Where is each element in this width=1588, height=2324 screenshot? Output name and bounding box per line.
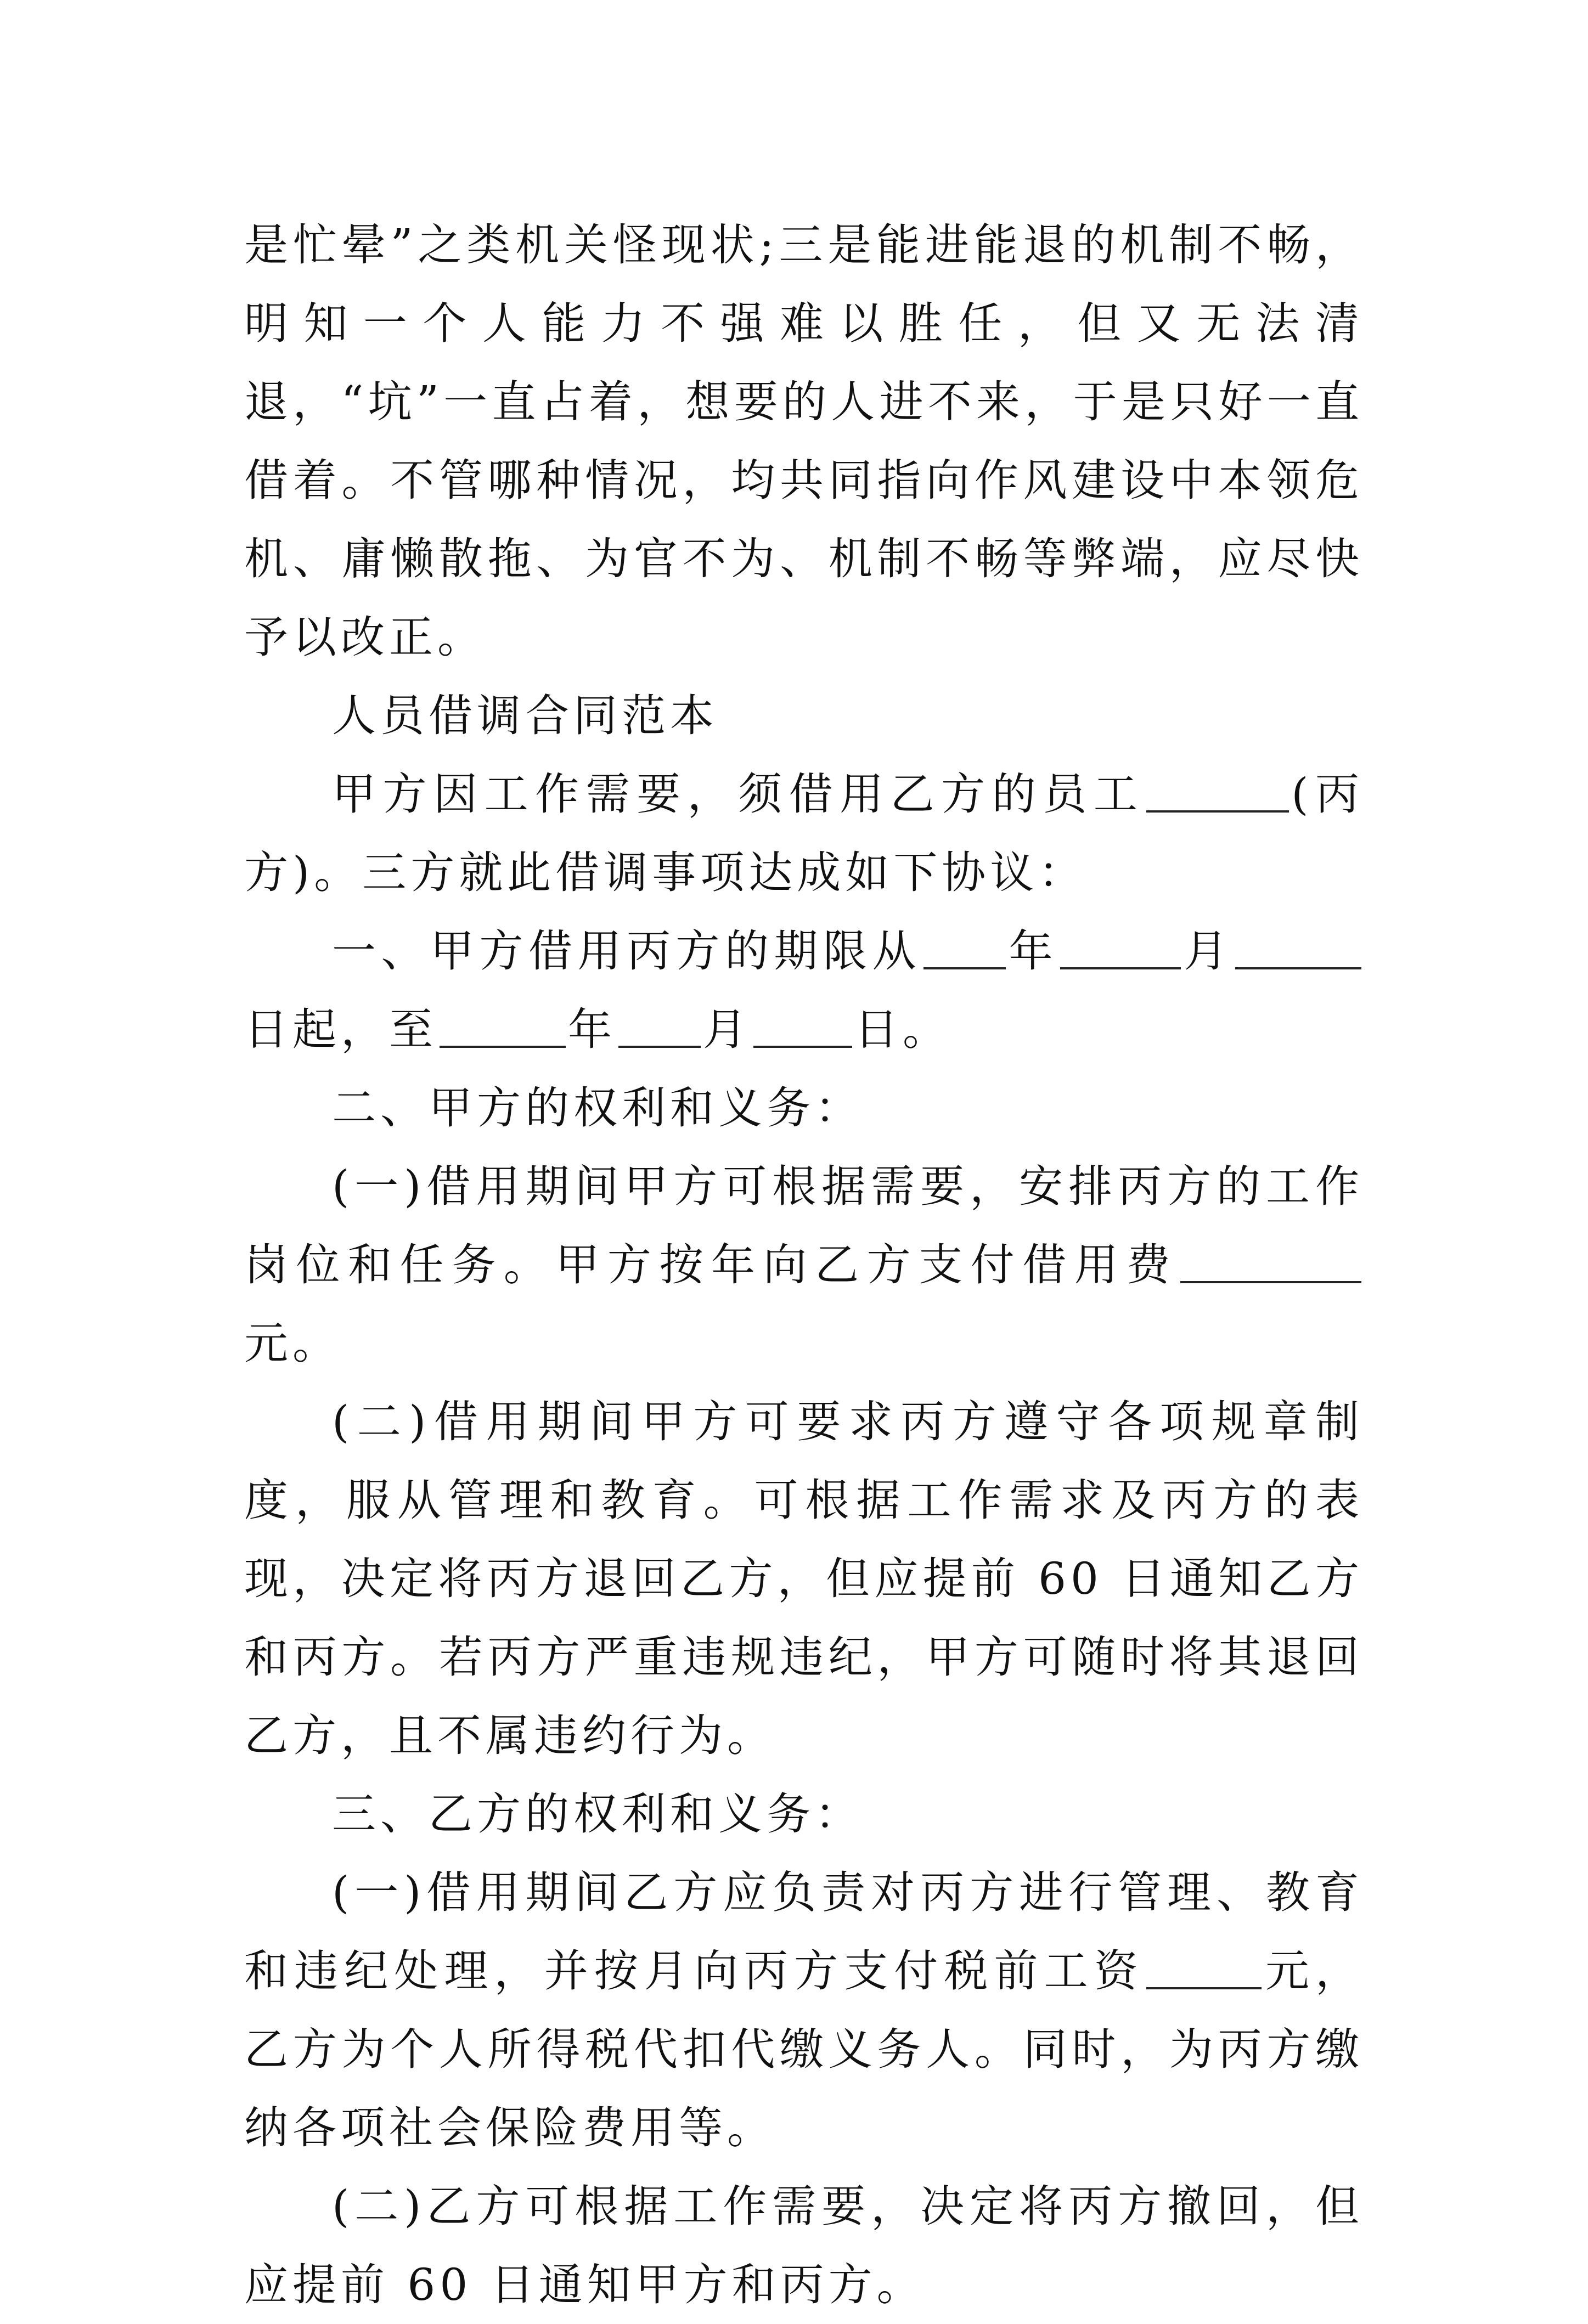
party-a-item-1-text-b: 元。 bbox=[244, 1318, 341, 1369]
document-title: 人员借调合同范本 bbox=[332, 690, 718, 741]
clause-1-text-d: 日起，至 bbox=[244, 1004, 437, 1055]
paragraph-party-a-item-1 bbox=[244, 1147, 1364, 1383]
paragraph-intro: 是忙晕”之类机关怪现状;三是能进能退的机制不畅，明知一个人能力不强难以胜任，但又无法清退，“坑”一直占着，想要的人进不来，于是只好一直借着。不管哪种情况，均共同指向作风建设中本领危机、庸懒散拖、为官不为、机制不畅等弊端，应尽快予以改正。 bbox=[244, 219, 1364, 663]
blank-end-month bbox=[618, 1006, 701, 1048]
heading-party-b-rights: 三、乙方的权利和义务： bbox=[332, 1789, 863, 1840]
blank-staff-name bbox=[1146, 771, 1289, 813]
blank-salary bbox=[1146, 1948, 1262, 1989]
clause-1-text-f: 月 bbox=[703, 1004, 751, 1055]
clause-1-text-g: 日。 bbox=[854, 1004, 951, 1055]
blank-end-day bbox=[753, 1006, 852, 1048]
paragraph-party-a-item-2: (二)借用期间甲方可要求丙方遵守各项规章制度，服从管理和教育。可根据工作需求及丙方的表现，决定将丙方退回乙方，但应提前 60 日通知乙方和丙方。若丙方严重违规违纪，甲方可随时将其退回乙方，且不属违约行为。 bbox=[244, 1396, 1364, 1761]
clause-1-text-b: 年 bbox=[1008, 926, 1058, 977]
clause-1-text-e: 年 bbox=[568, 1004, 616, 1055]
party-b-item-1-text-b: 元，乙方为个人所得税代扣代缴义务人。同时，为丙方缴纳各项社会保险费用等。 bbox=[244, 1945, 1364, 2153]
paragraph-clause-1 bbox=[244, 912, 1364, 1069]
clause-1-text-a: 一、甲方借用丙方的期限从 bbox=[332, 926, 921, 977]
blank-end-year bbox=[440, 1006, 566, 1048]
blank-start-day bbox=[1235, 928, 1361, 969]
paragraph-party-b-item-1 bbox=[244, 1853, 1364, 2167]
paragraph-preamble bbox=[244, 755, 1364, 912]
party-a-item-1-text-a: (一)借用期间甲方可根据需要，安排丙方的工作岗位和任务。甲方按年向乙方支付借用费 bbox=[244, 1161, 1364, 1290]
blank-start-month bbox=[1060, 928, 1181, 969]
paragraph-party-b-item-2: (二)乙方可根据工作需要，决定将丙方撤回，但应提前 60 日通知甲方和丙方。 bbox=[244, 2181, 1364, 2310]
blank-borrowing-fee bbox=[1180, 1242, 1361, 1283]
clause-1-text-c: 月 bbox=[1183, 926, 1233, 977]
preamble-text-2: (丙方)。三方就此借调事项达成如下协议： bbox=[244, 769, 1364, 898]
blank-start-year bbox=[923, 928, 1006, 969]
preamble-text-1: 甲方因工作需要，须借用乙方的员工 bbox=[332, 769, 1145, 820]
party-b-item-1-text-a: (一)借用期间乙方应负责对丙方进行管理、教育和违纪处理，并按月向丙方支付税前工资 bbox=[244, 1867, 1364, 1996]
document-body bbox=[244, 206, 1364, 2324]
heading-party-a-rights: 二、甲方的权利和义务： bbox=[332, 1082, 863, 1133]
